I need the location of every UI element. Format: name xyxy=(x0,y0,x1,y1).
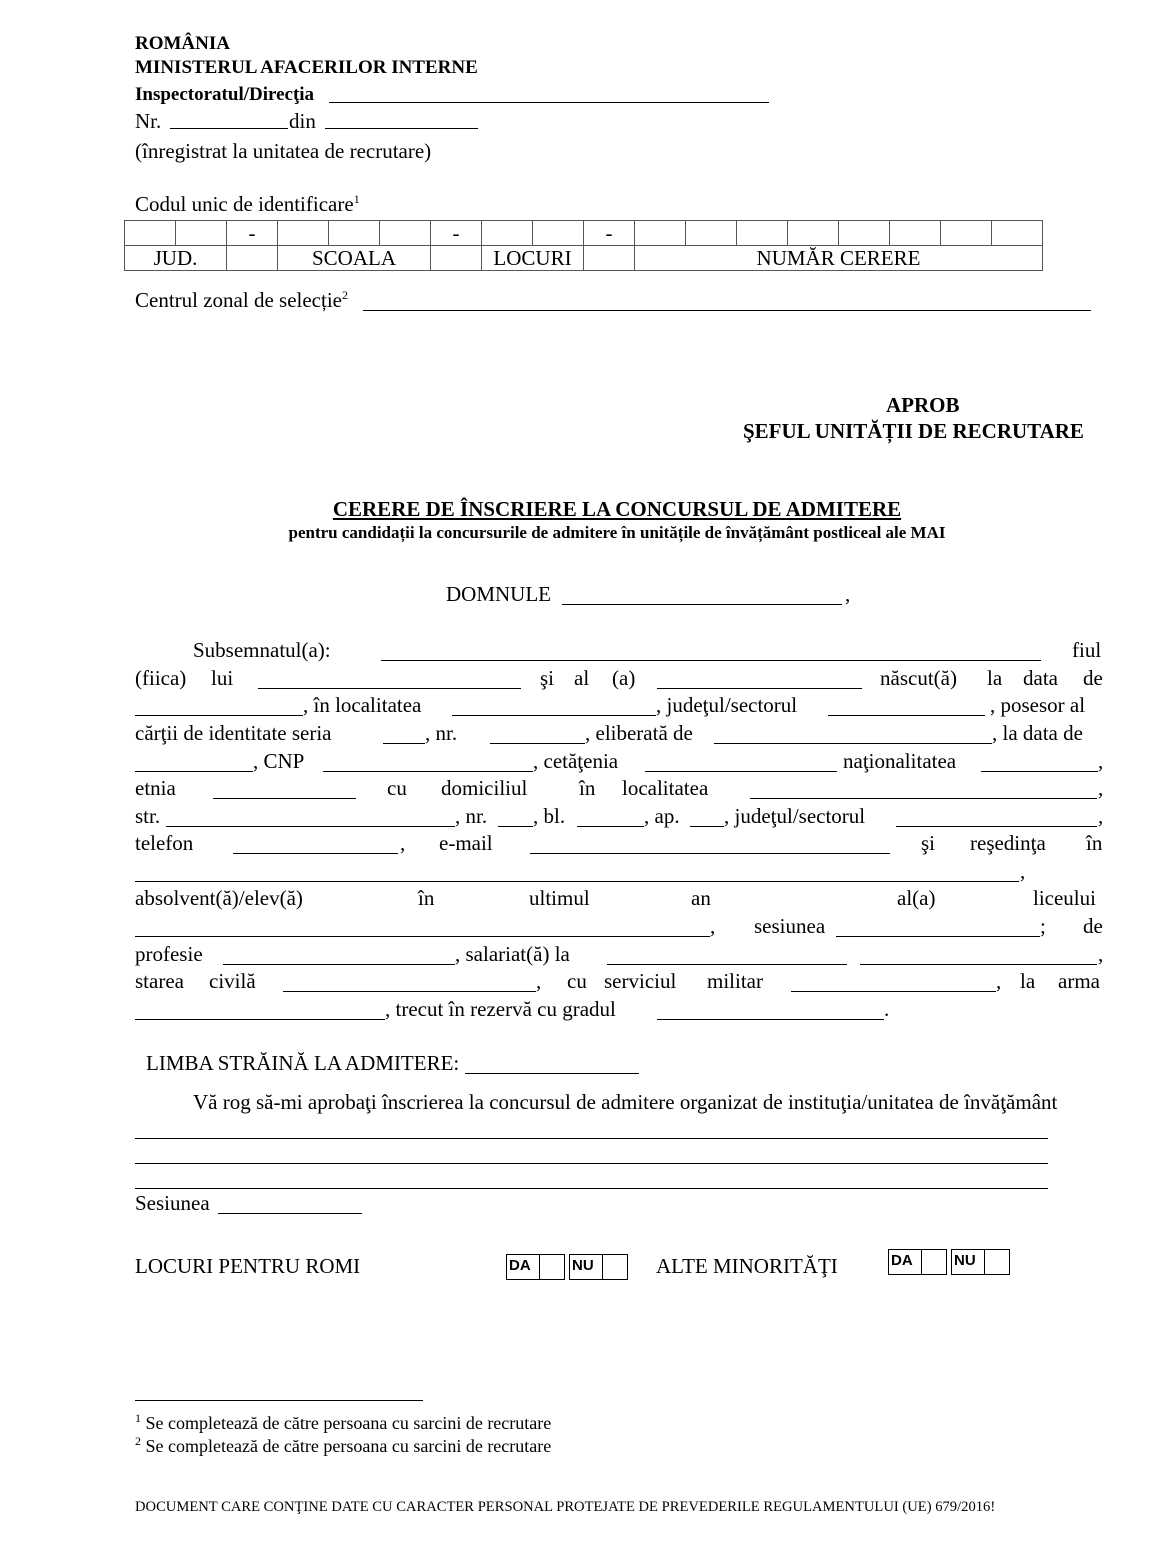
code-label-locuri: LOCURI xyxy=(482,246,584,271)
body-text: şi xyxy=(540,666,555,690)
body-text: , xyxy=(400,831,406,855)
body-text: al xyxy=(574,666,590,690)
nr-label: Nr. xyxy=(135,109,162,133)
code-label-scoala: SCOALA xyxy=(278,246,431,271)
body-text: în xyxy=(1086,831,1103,855)
body-text: localitatea xyxy=(622,776,709,800)
body-text: reşedinţa xyxy=(970,831,1046,855)
military-branch-field[interactable] xyxy=(135,999,385,1020)
unique-code-label: Codul unic de identificare$^1$ xyxy=(135,192,360,216)
body-text: cu xyxy=(387,776,407,800)
foreign-language-field[interactable] xyxy=(465,1053,639,1074)
body-text: , xyxy=(1098,749,1104,773)
body-text: , posesor al xyxy=(990,693,1086,717)
code-cell-locuri-2[interactable] xyxy=(533,221,584,246)
code-cell-locuri-1[interactable] xyxy=(482,221,533,246)
checkbox-square[interactable] xyxy=(540,1255,564,1279)
body-text: , la data de xyxy=(992,721,1083,745)
ethnicity-field[interactable] xyxy=(213,778,356,799)
body-text: în xyxy=(418,886,435,910)
checkbox-square[interactable] xyxy=(603,1255,627,1279)
father-name-field[interactable] xyxy=(258,668,521,689)
street-field[interactable] xyxy=(166,806,455,827)
body-text: etnia xyxy=(135,776,176,800)
body-text: în xyxy=(579,776,596,800)
body-text: , salariat(ă) la xyxy=(455,942,570,966)
code-dash-2: - xyxy=(431,221,482,246)
body-text: , nr. xyxy=(425,721,458,745)
body-text: de xyxy=(1083,914,1103,938)
roma-yes-checkbox[interactable] xyxy=(506,1254,565,1280)
approver-title: ŞEFUL UNITĂȚII DE RECRUTARE xyxy=(743,419,1084,443)
gdpr-disclaimer: DOCUMENT CARE CONŢINE DATE CU CARACTER PERSONAL PROTEJATE DE PREVEDERILE REGULAMENTULUI (UE) 679/2016! xyxy=(135,1499,996,1515)
body-text: (a) xyxy=(612,666,636,690)
body-text: , ap. xyxy=(644,804,680,828)
code-label-sep-3 xyxy=(584,246,635,271)
body-text: la xyxy=(1020,969,1036,993)
body-text: e-mail xyxy=(439,831,493,855)
body-text: lui xyxy=(211,666,234,690)
body-text: de xyxy=(1083,666,1103,690)
body-text: , xyxy=(710,914,716,938)
body-text: str. xyxy=(135,804,161,828)
checkbox-square[interactable] xyxy=(985,1250,1009,1274)
birth-date-field[interactable] xyxy=(135,695,303,716)
approve-heading: APROB xyxy=(886,393,960,417)
salutation-comma: , xyxy=(845,582,851,606)
no-label: NU xyxy=(570,1255,603,1279)
nationality-field[interactable] xyxy=(981,751,1098,772)
din-label: din xyxy=(289,109,316,133)
zonal-center-field[interactable] xyxy=(363,290,1091,311)
body-text: , bl. xyxy=(533,804,566,828)
roma-places-label: LOCURI PENTRU ROMI xyxy=(135,1254,361,1278)
body-text: an xyxy=(691,886,711,910)
body-text: , judeţul/sectorul xyxy=(724,804,866,828)
body-text: data xyxy=(1023,666,1058,690)
code-cell-numar-7[interactable] xyxy=(941,221,992,246)
body-text: (fiica) xyxy=(135,666,187,690)
code-dash-3: - xyxy=(584,221,635,246)
residence-field[interactable] xyxy=(135,861,1019,882)
din-date-field[interactable] xyxy=(325,110,478,129)
reserve-rank-field[interactable] xyxy=(657,999,884,1020)
nr-field[interactable] xyxy=(170,110,288,129)
code-label-jud: JUD. xyxy=(125,246,227,271)
body-text: , judeţul/sectorul xyxy=(656,693,798,717)
minorities-yes-checkbox[interactable] xyxy=(888,1249,947,1275)
home-county-field[interactable] xyxy=(896,806,1097,827)
session-label: Sesiunea xyxy=(135,1191,210,1215)
salutation-label: DOMNULE xyxy=(446,582,551,606)
body-text: , trecut în rezervă cu gradul xyxy=(385,997,616,1021)
code-cell-numar-4[interactable] xyxy=(788,221,839,246)
addressee-field[interactable] xyxy=(562,584,842,605)
marital-status-field[interactable] xyxy=(283,971,536,992)
code-cell-scoala-3[interactable] xyxy=(380,221,431,246)
code-cell-jud-1[interactable] xyxy=(125,221,176,246)
body-text: născut(ă) xyxy=(880,666,957,690)
body-text: liceului xyxy=(1033,886,1096,910)
body-text: al(a) xyxy=(897,886,936,910)
code-cell-numar-5[interactable] xyxy=(839,221,890,246)
id-issuer-field[interactable] xyxy=(714,723,992,744)
ministry-heading: MINISTERUL AFACERILOR INTERNE xyxy=(135,57,478,78)
email-field[interactable] xyxy=(530,833,890,854)
id-issue-date-field[interactable] xyxy=(135,751,253,772)
checkbox-square[interactable] xyxy=(922,1250,946,1274)
body-text: ultimul xyxy=(529,886,590,910)
body-text: şi xyxy=(921,831,936,855)
minorities-no-checkbox[interactable] xyxy=(951,1249,1010,1275)
body-text: profesie xyxy=(135,942,203,966)
employer-field[interactable] xyxy=(607,944,847,965)
inspectorate-label: Inspectoratul/Direcţia xyxy=(135,84,315,105)
body-text: , cetăţenia xyxy=(533,749,619,773)
body-text: , xyxy=(996,969,1002,993)
inspectorate-field[interactable] xyxy=(329,84,769,103)
apartment-field[interactable] xyxy=(690,806,724,827)
code-cell-numar-3[interactable] xyxy=(737,221,788,246)
code-cell-scoala-1[interactable] xyxy=(278,221,329,246)
military-service-field[interactable] xyxy=(791,971,996,992)
high-school-field[interactable] xyxy=(135,916,710,937)
yes-label: DA xyxy=(889,1250,922,1274)
code-cell-numar-1[interactable] xyxy=(635,221,686,246)
mother-name-field[interactable] xyxy=(657,668,862,689)
code-input-row xyxy=(125,221,1043,246)
yes-label: DA xyxy=(507,1255,540,1279)
zonal-center-label: Centrul zonal de selecție$^2$ xyxy=(135,288,348,312)
roma-no-checkbox[interactable] xyxy=(569,1254,628,1280)
institution-field-line-3[interactable] xyxy=(135,1168,1048,1189)
body-text: , nr. xyxy=(455,804,488,828)
citizenship-field[interactable] xyxy=(645,751,837,772)
body-text: sesiunea xyxy=(754,914,826,938)
code-cell-scoala-2[interactable] xyxy=(329,221,380,246)
footnote-separator xyxy=(135,1400,423,1401)
block-field[interactable] xyxy=(577,806,644,827)
body-text: , în localitatea xyxy=(303,693,422,717)
body-text: serviciul xyxy=(604,969,677,993)
full-name-field[interactable] xyxy=(381,640,1041,661)
cnp-field[interactable] xyxy=(323,751,533,772)
document-title: CERERE DE ÎNSCRIERE LA CONCURSUL DE ADMITERE xyxy=(332,497,902,521)
body-text: militar xyxy=(707,969,763,993)
footnote-2: $^2$ Se completează de către persoana cu sarcini de recrutare xyxy=(135,1434,552,1456)
body-text: la xyxy=(987,666,1003,690)
code-label-sep-2 xyxy=(431,246,482,271)
footnote-1: $^1$ Se completează de către persoana cu sarcini de recrutare xyxy=(135,1411,552,1433)
code-cell-jud-2[interactable] xyxy=(176,221,227,246)
body-text: domiciliul xyxy=(441,776,528,800)
session-field[interactable] xyxy=(218,1193,362,1214)
institution-field-line-1[interactable] xyxy=(135,1118,1048,1139)
body-text: telefon xyxy=(135,831,194,855)
body-text: , xyxy=(1098,776,1104,800)
code-label-row xyxy=(125,246,1043,271)
id-number-field[interactable] xyxy=(490,723,585,744)
body-text: fiul xyxy=(1072,638,1102,662)
phone-field[interactable] xyxy=(233,833,398,854)
graduation-session-field[interactable] xyxy=(836,916,1040,937)
registered-note: (înregistrat la unitatea de recrutare) xyxy=(135,139,432,163)
body-text: absolvent(ă)/elev(ă) xyxy=(135,886,303,910)
body-text: cu xyxy=(567,969,587,993)
foreign-language-label: LIMBA STRĂINĂ LA ADMITERE: xyxy=(146,1051,460,1075)
code-label-sep-1 xyxy=(227,246,278,271)
code-dash-1: - xyxy=(227,221,278,246)
body-text: ; xyxy=(1040,914,1046,938)
request-text: Vă rog să-mi aprobaţi înscrierea la concursul de admitere organizat de instituţia/unitatea de învăţământ xyxy=(193,1090,1058,1114)
body-text: Subsemnatul(a): xyxy=(193,638,331,662)
country-heading: ROMÂNIA xyxy=(135,33,230,54)
body-text: arma xyxy=(1058,969,1100,993)
street-number-field[interactable] xyxy=(498,806,533,827)
code-cell-numar-8[interactable] xyxy=(992,221,1043,246)
body-text: . xyxy=(884,997,890,1021)
body-text: , xyxy=(1098,942,1104,966)
institution-field-line-2[interactable] xyxy=(135,1143,1048,1164)
no-label: NU xyxy=(952,1250,985,1274)
birth-county-field[interactable] xyxy=(828,695,985,716)
document-subtitle: pentru candidații la concursurile de admitere în unitățile de învățământ postliceal ale MAI xyxy=(288,523,946,542)
profession-field[interactable] xyxy=(223,944,455,965)
code-cell-numar-2[interactable] xyxy=(686,221,737,246)
code-cell-numar-6[interactable] xyxy=(890,221,941,246)
body-text: , xyxy=(536,969,542,993)
home-locality-field[interactable] xyxy=(750,778,1097,799)
code-label-numar-cerere: NUMĂR CERERE xyxy=(635,246,1043,271)
body-text: , xyxy=(1020,859,1026,883)
body-text: , CNP xyxy=(253,749,305,773)
body-text: cărţii de identitate seria xyxy=(135,721,332,745)
body-text: civilă xyxy=(209,969,256,993)
minorities-label: ALTE MINORITĂŢI xyxy=(656,1254,838,1278)
body-text: , xyxy=(1098,804,1104,828)
birth-locality-field[interactable] xyxy=(452,695,656,716)
body-text: naţionalitatea xyxy=(843,749,957,773)
id-series-field[interactable] xyxy=(383,723,425,744)
body-text: , eliberată de xyxy=(585,721,693,745)
employer-field-2[interactable] xyxy=(860,944,1097,965)
body-text: starea xyxy=(135,969,184,993)
unique-code-table xyxy=(124,220,1043,271)
